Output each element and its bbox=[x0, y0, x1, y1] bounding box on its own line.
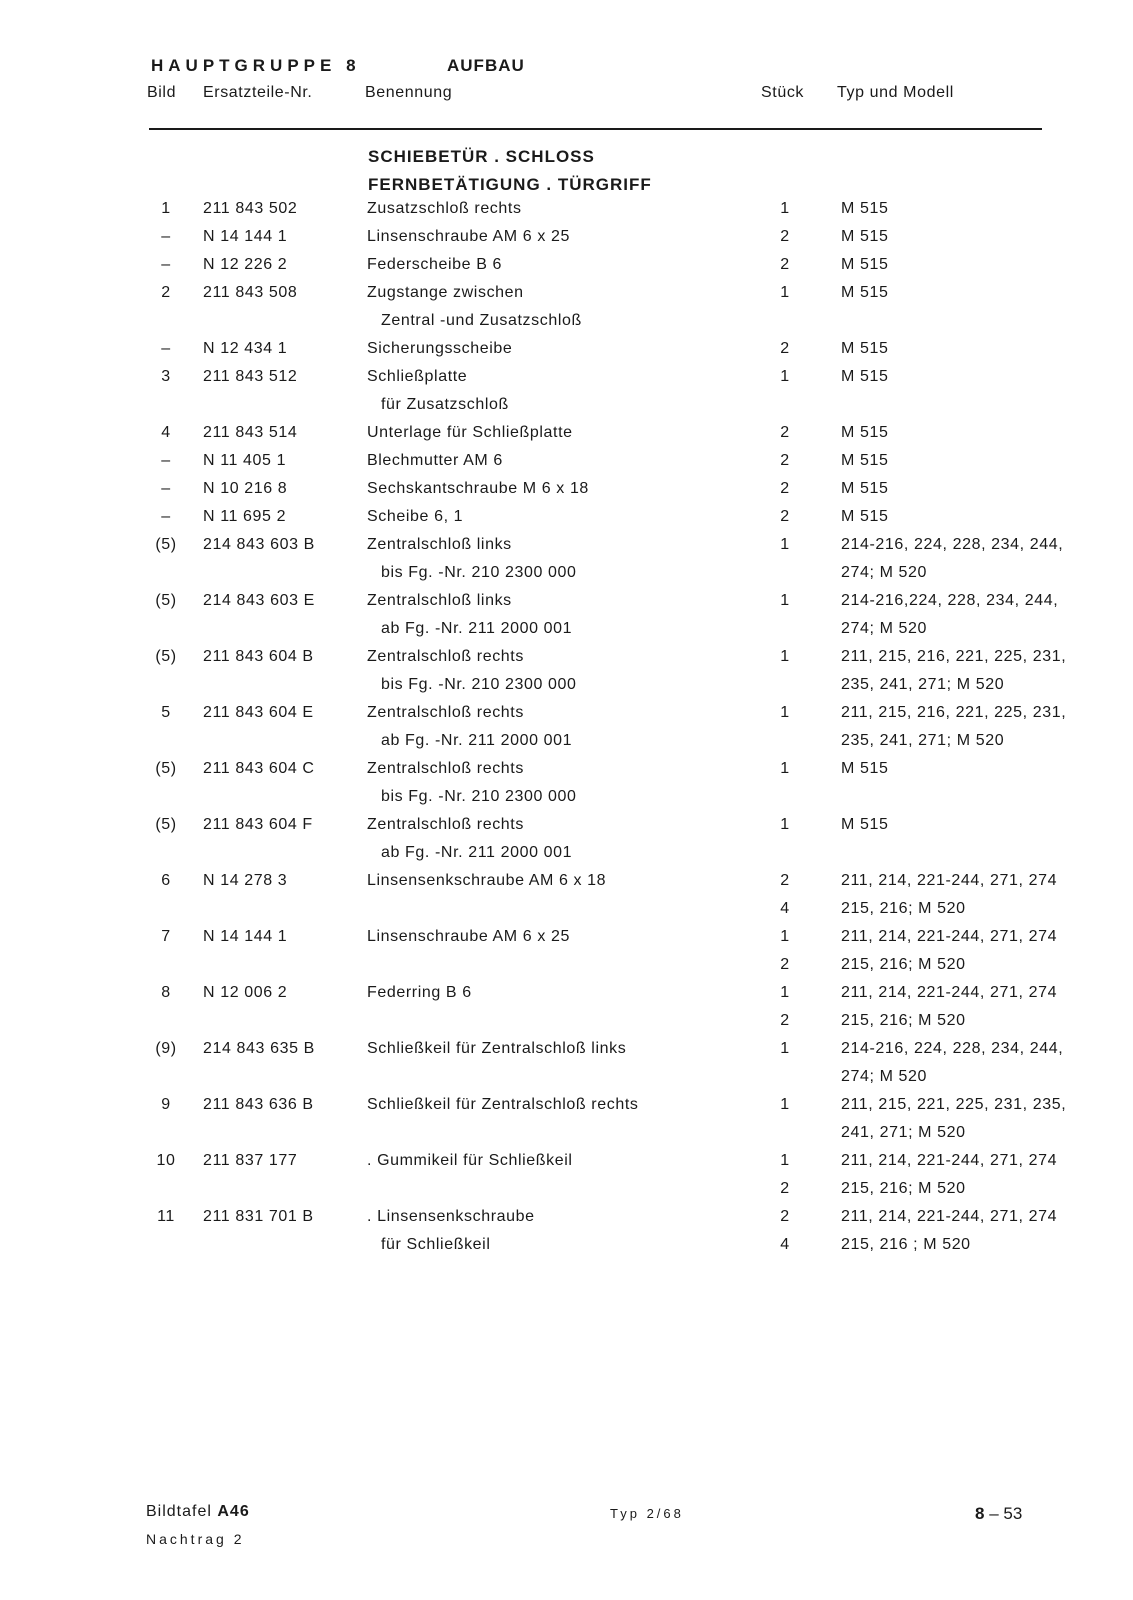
cell-part-number: N 11 695 2 bbox=[203, 508, 287, 525]
supplement-note: Nachtrag 2 bbox=[146, 1531, 245, 1547]
cell-quantity: 2 bbox=[780, 956, 790, 973]
table-row bbox=[0, 926, 1133, 954]
table-row bbox=[0, 870, 1133, 898]
cell-description: für Zusatzschloß bbox=[381, 396, 509, 413]
cell-quantity: 4 bbox=[780, 900, 790, 917]
cell-type-model: 211, 214, 221-244, 271, 274 bbox=[841, 928, 1058, 945]
cell-type-model: 215, 216; M 520 bbox=[841, 1012, 966, 1029]
cell-description: Zentralschloß rechts bbox=[367, 648, 524, 665]
cell-quantity: 1 bbox=[780, 648, 790, 665]
cell-type-model: M 515 bbox=[841, 368, 889, 385]
cell-bild: 4 bbox=[161, 424, 171, 441]
cell-type-model: M 515 bbox=[841, 256, 889, 273]
table-row bbox=[0, 282, 1133, 310]
cell-description: Scheibe 6, 1 bbox=[367, 508, 464, 525]
cell-description: bis Fg. -Nr. 210 2300 000 bbox=[381, 788, 577, 805]
cell-type-model: 215, 216; M 520 bbox=[841, 900, 966, 917]
cell-description: Zentralschloß links bbox=[367, 536, 512, 553]
cell-description: Sicherungsscheibe bbox=[367, 340, 513, 357]
table-row bbox=[0, 1206, 1133, 1234]
table-row bbox=[0, 898, 1133, 926]
cell-description: . Linsensenkschraube bbox=[367, 1208, 535, 1225]
cell-bild: 9 bbox=[161, 1096, 171, 1113]
cell-description: Schließkeil für Zentralschloß links bbox=[367, 1040, 627, 1057]
page-group: 8 bbox=[975, 1504, 985, 1523]
column-header-bild: Bild bbox=[147, 84, 177, 101]
cell-part-number: N 14 278 3 bbox=[203, 872, 288, 889]
table-row bbox=[0, 618, 1133, 646]
table-row bbox=[0, 226, 1133, 254]
column-header-benennung: Benennung bbox=[365, 84, 453, 101]
cell-description: Linsensenkschraube AM 6 x 18 bbox=[367, 872, 607, 889]
cell-quantity: 2 bbox=[780, 424, 790, 441]
cell-quantity: 1 bbox=[780, 928, 790, 945]
cell-quantity: 2 bbox=[780, 1012, 790, 1029]
cell-description: Federscheibe B 6 bbox=[367, 256, 503, 273]
cell-bild: (5) bbox=[155, 648, 177, 665]
cell-quantity: 1 bbox=[780, 984, 790, 1001]
table-row bbox=[0, 450, 1133, 478]
table-row bbox=[0, 954, 1133, 982]
cell-description: Zugstange zwischen bbox=[367, 284, 524, 301]
table-row bbox=[0, 1010, 1133, 1038]
cell-type-model: 211, 215, 216, 221, 225, 231, bbox=[841, 648, 1067, 665]
cell-type-model: 211, 215, 221, 225, 231, 235, bbox=[841, 1096, 1067, 1113]
cell-bild: 3 bbox=[161, 368, 171, 385]
cell-bild: – bbox=[161, 256, 171, 273]
cell-type-model: 215, 216; M 520 bbox=[841, 956, 966, 973]
cell-type-model: 274; M 520 bbox=[841, 564, 928, 581]
cell-quantity: 2 bbox=[780, 256, 790, 273]
group-title: AUFBAU bbox=[447, 56, 525, 75]
cell-type-model: M 515 bbox=[841, 228, 889, 245]
table-row bbox=[0, 786, 1133, 814]
cell-part-number: 211 843 636 B bbox=[203, 1096, 314, 1113]
table-row bbox=[0, 1122, 1133, 1150]
cell-part-number: N 11 405 1 bbox=[203, 452, 287, 469]
cell-bild: 2 bbox=[161, 284, 171, 301]
group-heading bbox=[151, 56, 1051, 80]
cell-bild: 6 bbox=[161, 872, 171, 889]
cell-type-model: 274; M 520 bbox=[841, 620, 928, 637]
table-row bbox=[0, 1150, 1133, 1178]
table-row bbox=[0, 982, 1133, 1010]
column-header-nr: Ersatzteile-Nr. bbox=[203, 84, 313, 101]
cell-description: Zentralschloß rechts bbox=[367, 704, 524, 721]
cell-type-model: 211, 214, 221-244, 271, 274 bbox=[841, 984, 1058, 1001]
cell-type-model: 214-216,224, 228, 234, 244, bbox=[841, 592, 1059, 609]
table-row bbox=[0, 1066, 1133, 1094]
cell-bild: (5) bbox=[155, 760, 177, 777]
cell-part-number: 211 837 177 bbox=[203, 1152, 298, 1169]
cell-type-model: M 515 bbox=[841, 760, 889, 777]
cell-bild: 11 bbox=[157, 1208, 175, 1225]
cell-type-model: M 515 bbox=[841, 284, 889, 301]
cell-quantity: 2 bbox=[780, 340, 790, 357]
cell-quantity: 2 bbox=[780, 1208, 790, 1225]
table-row bbox=[0, 366, 1133, 394]
cell-bild: (5) bbox=[155, 592, 177, 609]
table-row bbox=[0, 506, 1133, 534]
cell-quantity: 2 bbox=[780, 480, 790, 497]
table-row bbox=[0, 1038, 1133, 1066]
cell-bild: 5 bbox=[161, 704, 171, 721]
cell-type-model: 235, 241, 271; M 520 bbox=[841, 732, 1005, 749]
cell-bild: – bbox=[161, 480, 171, 497]
cell-bild: (5) bbox=[155, 536, 177, 553]
table-row bbox=[0, 590, 1133, 618]
cell-part-number: 211 831 701 B bbox=[203, 1208, 314, 1225]
cell-bild: – bbox=[161, 228, 171, 245]
page-header bbox=[147, 56, 1051, 110]
cell-type-model: M 515 bbox=[841, 816, 889, 833]
cell-type-model: M 515 bbox=[841, 452, 889, 469]
cell-part-number: 211 843 502 bbox=[203, 200, 298, 217]
cell-type-model: M 515 bbox=[841, 200, 889, 217]
cell-part-number: N 14 144 1 bbox=[203, 228, 288, 245]
cell-description: Blechmutter AM 6 bbox=[367, 452, 503, 469]
cell-type-model: 211, 214, 221-244, 271, 274 bbox=[841, 872, 1058, 889]
header-rule bbox=[149, 128, 1042, 130]
type-reference: Typ 2/68 bbox=[610, 1506, 684, 1521]
cell-type-model: 214-216, 224, 228, 234, 244, bbox=[841, 536, 1064, 553]
cell-description: Schließkeil für Zentralschloß rechts bbox=[367, 1096, 639, 1113]
cell-type-model: 211, 214, 221-244, 271, 274 bbox=[841, 1152, 1058, 1169]
cell-quantity: 2 bbox=[780, 872, 790, 889]
cell-part-number: 211 843 604 B bbox=[203, 648, 314, 665]
cell-part-number: 211 843 604 E bbox=[203, 704, 314, 721]
table-row bbox=[0, 338, 1133, 366]
table-row bbox=[0, 478, 1133, 506]
cell-bild: – bbox=[161, 452, 171, 469]
cell-type-model: M 515 bbox=[841, 508, 889, 525]
cell-quantity: 1 bbox=[780, 1040, 790, 1057]
table-row bbox=[0, 674, 1133, 702]
cell-type-model: 211, 215, 216, 221, 225, 231, bbox=[841, 704, 1067, 721]
cell-part-number: 211 843 514 bbox=[203, 424, 298, 441]
table-row bbox=[0, 394, 1133, 422]
cell-quantity: 1 bbox=[780, 704, 790, 721]
cell-bild: – bbox=[161, 508, 171, 525]
cell-type-model: 215, 216 ; M 520 bbox=[841, 1236, 971, 1253]
cell-quantity: 1 bbox=[780, 368, 790, 385]
cell-quantity: 1 bbox=[780, 1152, 790, 1169]
page-number-value: 53 bbox=[1003, 1504, 1023, 1523]
cell-quantity: 4 bbox=[780, 1236, 790, 1253]
table-row bbox=[0, 730, 1133, 758]
table-row bbox=[0, 534, 1133, 562]
cell-type-model: 241, 271; M 520 bbox=[841, 1124, 966, 1141]
cell-description: bis Fg. -Nr. 210 2300 000 bbox=[381, 564, 577, 581]
cell-quantity: 2 bbox=[780, 1180, 790, 1197]
column-header-typ: Typ und Modell bbox=[837, 84, 954, 101]
cell-part-number: 211 843 604 C bbox=[203, 760, 315, 777]
cell-quantity: 2 bbox=[780, 508, 790, 525]
cell-part-number: N 12 434 1 bbox=[203, 340, 288, 357]
cell-part-number: 211 843 508 bbox=[203, 284, 298, 301]
cell-type-model: 215, 216; M 520 bbox=[841, 1180, 966, 1197]
cell-quantity: 1 bbox=[780, 592, 790, 609]
table-row bbox=[0, 422, 1133, 450]
cell-part-number: 214 843 603 E bbox=[203, 592, 315, 609]
cell-description: Zusatzschloß rechts bbox=[367, 200, 522, 217]
cell-bild: 1 bbox=[161, 200, 171, 217]
column-headers bbox=[147, 84, 1051, 110]
cell-part-number: 214 843 603 B bbox=[203, 536, 315, 553]
cell-description: ab Fg. -Nr. 211 2000 001 bbox=[381, 732, 573, 749]
parts-list bbox=[0, 198, 1133, 1262]
cell-bild: 7 bbox=[161, 928, 171, 945]
table-row bbox=[0, 646, 1133, 674]
cell-description: Zentralschloß rechts bbox=[367, 760, 524, 777]
cell-type-model: 211, 214, 221-244, 271, 274 bbox=[841, 1208, 1058, 1225]
cell-description: Zentral -und Zusatzschloß bbox=[381, 312, 582, 329]
cell-quantity: 1 bbox=[780, 200, 790, 217]
cell-quantity: 2 bbox=[780, 452, 790, 469]
table-row bbox=[0, 1094, 1133, 1122]
cell-quantity: 1 bbox=[780, 536, 790, 553]
table-row bbox=[0, 254, 1133, 282]
table-row bbox=[0, 1178, 1133, 1206]
cell-description: . Gummikeil für Schließkeil bbox=[367, 1152, 573, 1169]
cell-description: Zentralschloß links bbox=[367, 592, 512, 609]
section-title-line-2: FERNBETÄTIGUNG . TÜRGRIFF bbox=[368, 175, 652, 194]
cell-bild: (5) bbox=[155, 816, 177, 833]
section-title-line-1: SCHIEBETÜR . SCHLOSS bbox=[368, 147, 595, 166]
page-number bbox=[975, 1504, 1022, 1524]
cell-description: Linsenschraube AM 6 x 25 bbox=[367, 928, 570, 945]
cell-quantity: 1 bbox=[780, 816, 790, 833]
cell-type-model: M 515 bbox=[841, 424, 889, 441]
table-row bbox=[0, 702, 1133, 730]
page-separator: – bbox=[989, 1504, 999, 1523]
table-row bbox=[0, 814, 1133, 842]
cell-part-number: 211 843 604 F bbox=[203, 816, 313, 833]
cell-bild: 8 bbox=[161, 984, 171, 1001]
table-row bbox=[0, 758, 1133, 786]
cell-bild: (9) bbox=[155, 1040, 177, 1057]
cell-quantity: 1 bbox=[780, 760, 790, 777]
cell-quantity: 1 bbox=[780, 284, 790, 301]
table-row bbox=[0, 310, 1133, 338]
cell-description: Unterlage für Schließplatte bbox=[367, 424, 573, 441]
cell-part-number: N 12 006 2 bbox=[203, 984, 288, 1001]
plate-label: Bildtafel bbox=[146, 1503, 212, 1520]
cell-part-number: 214 843 635 B bbox=[203, 1040, 315, 1057]
cell-description: ab Fg. -Nr. 211 2000 001 bbox=[381, 620, 573, 637]
section-title bbox=[368, 143, 652, 199]
cell-quantity: 1 bbox=[780, 1096, 790, 1113]
cell-description: bis Fg. -Nr. 210 2300 000 bbox=[381, 676, 577, 693]
cell-type-model: 235, 241, 271; M 520 bbox=[841, 676, 1005, 693]
cell-bild: 10 bbox=[156, 1152, 176, 1169]
cell-description: ab Fg. -Nr. 211 2000 001 bbox=[381, 844, 573, 861]
cell-type-model: M 515 bbox=[841, 340, 889, 357]
cell-description: Linsenschraube AM 6 x 25 bbox=[367, 228, 570, 245]
cell-type-model: 274; M 520 bbox=[841, 1068, 928, 1085]
plate-reference bbox=[146, 1503, 250, 1521]
column-header-stueck: Stück bbox=[761, 84, 805, 101]
cell-bild: – bbox=[161, 340, 171, 357]
plate-value: A46 bbox=[217, 1503, 250, 1520]
cell-description: Schließplatte bbox=[367, 368, 468, 385]
cell-description: Federring B 6 bbox=[367, 984, 472, 1001]
cell-type-model: M 515 bbox=[841, 480, 889, 497]
group-label: HAUPTGRUPPE 8 bbox=[151, 56, 361, 75]
table-row bbox=[0, 198, 1133, 226]
table-row bbox=[0, 1234, 1133, 1262]
cell-quantity: 2 bbox=[780, 228, 790, 245]
cell-description: Zentralschloß rechts bbox=[367, 816, 524, 833]
table-row bbox=[0, 562, 1133, 590]
cell-description: für Schließkeil bbox=[381, 1236, 491, 1253]
cell-type-model: 214-216, 224, 228, 234, 244, bbox=[841, 1040, 1064, 1057]
cell-description: Sechskantschraube M 6 x 18 bbox=[367, 480, 589, 497]
table-row bbox=[0, 842, 1133, 870]
cell-part-number: N 12 226 2 bbox=[203, 256, 288, 273]
cell-part-number: N 10 216 8 bbox=[203, 480, 288, 497]
cell-part-number: N 14 144 1 bbox=[203, 928, 288, 945]
cell-part-number: 211 843 512 bbox=[203, 368, 298, 385]
